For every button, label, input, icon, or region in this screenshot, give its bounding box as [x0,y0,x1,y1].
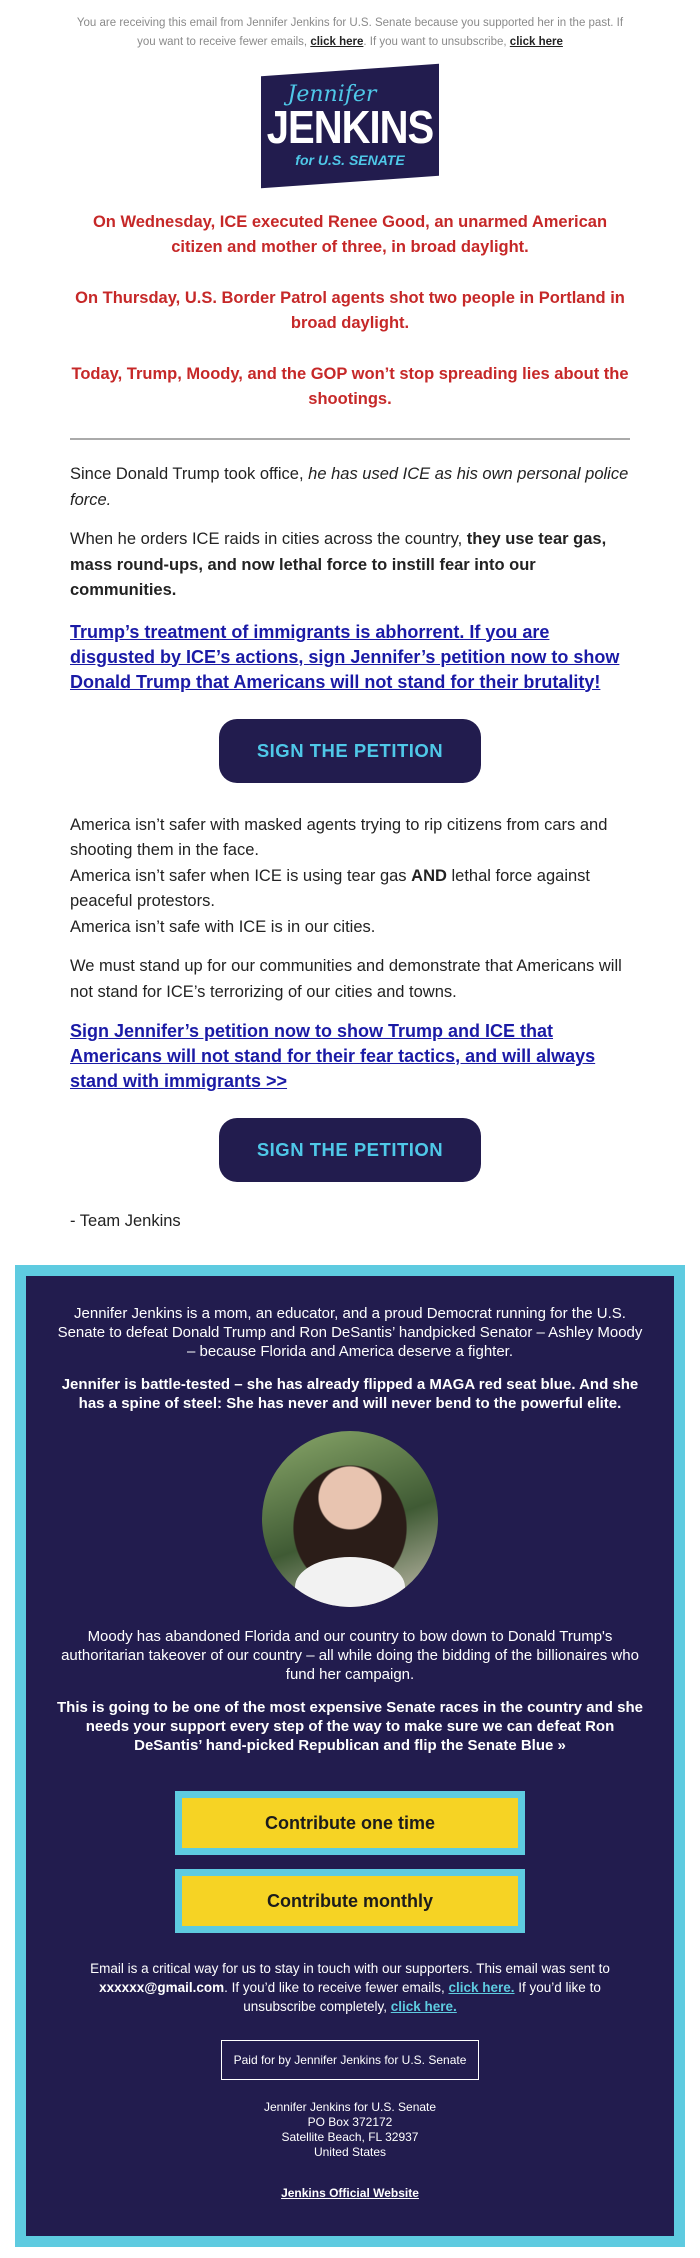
divider [70,438,630,440]
candidate-portrait [262,1431,438,1607]
paragraph-bold: AND [411,866,447,885]
address-line: United States [313,2145,387,2159]
campaign-logo [261,64,439,188]
footer-cta-text: This is going to be one of the most expensive Senate races in the country and she needs your support every step of the way to make sure we can defeat Ron DeSantis’ hand-picked Republican and flip the Senate Blue » [57,1699,643,1754]
footer-intro: Jennifer Jenkins is a mom, an educator, and a proud Democrat running for the U.S. Senate to defeat Donald Trump and Ron DeSantis’ handpicked Senator – Ashley Moody – because Florida and America deserve a fighter. [57,1305,643,1360]
logo-first-name: Jennifer [287,82,377,107]
contribute-one-time-button[interactable]: Contribute one time [175,1791,525,1855]
official-website-link[interactable]: Jenkins Official Website [281,2186,419,2200]
footer-unsubscribe-link[interactable]: click here. [390,1999,457,2014]
email-body-continued [0,813,700,1095]
paragraph [70,462,630,513]
footer-fewer-emails-link[interactable]: click here. [448,1980,515,1995]
fewer-emails-link[interactable]: click here [310,36,364,48]
paragraph-line: lethal force against peaceful protestors. [70,866,590,910]
logo-container [0,70,700,182]
paragraph-line: America isn’t safe with ICE is in our cities. [70,917,376,936]
paid-for-disclaimer: Paid for by Jennifer Jenkins for U.S. Senate [221,2040,480,2080]
address-line: Satellite Beach, FL 32937 [281,2130,419,2144]
paragraph-bold: they use tear gas, mass round-ups, and now lethal force to instill fear into our communities. [70,530,607,599]
address-line: PO Box 372172 [307,2115,393,2129]
mailing-address [56,2100,644,2160]
paragraph-text: When he orders ICE raids in cities across the country, [70,530,467,548]
alert-line: On Wednesday, ICE executed Renee Good, an unarmed American citizen and mother of three, in broad daylight. [92,213,608,256]
recipient-email: xxxxxx@gmail.com [99,1980,225,1995]
signoff: - Team Jenkins [70,1212,181,1230]
contribute-monthly-button[interactable]: Contribute monthly [175,1869,525,1933]
email-body [0,462,700,695]
address-line: Jennifer Jenkins for U.S. Senate [263,2100,437,2114]
logo-subtitle: for U.S. SENATE [295,152,405,168]
footer-moody-text: Moody has abandoned Florida and our country to bow down to Donald Trump's authoritarian takeover of our country – all while doing the bidding of the billionaires who fund her campaign. [61,1628,639,1683]
alert-line: Today, Trump, Moody, and the GOP won’t stop spreading lies about the shootings. [71,365,629,408]
legal-text: Email is a critical way for us to stay in touch with our supporters. This email was sent to [90,1961,610,1976]
petition-link-2[interactable]: Sign Jennifer’s petition now to show Trump and ICE that Americans will not stand for their fear tactics, and will always stand with immigrants >> [70,1021,596,1091]
logo-last-name: JENKINS [266,102,434,154]
preheader [0,0,700,52]
preheader-text-middle: . If you want to unsubscribe, [363,36,510,48]
sign-petition-button-1[interactable]: SIGN THE PETITION [219,719,481,783]
footer-bold-statement: Jennifer is battle-tested – she has already flipped a MAGA red seat blue. And she has a spine of steel: She has never and will never bend to the powerful elite. [61,1376,639,1412]
paragraph-text: Since Donald Trump took office, [70,465,309,483]
alert-section [0,210,700,412]
footer-legal [56,1959,644,2016]
footer-panel [26,1276,674,2236]
footer [15,1265,685,2247]
legal-text: If you’d like to unsubscribe completely, [243,1980,601,2014]
paragraph-emphasis: he has used ICE as his own personal police force. [70,465,629,509]
petition-link-1[interactable]: Trump’s treatment of immigrants is abhorrent. If you are disgusted by ICE’s actions, sign Jennifer’s petition now to show Donald Trump that Americans will not stand for their brutality! [70,621,620,692]
alert-line: On Thursday, U.S. Border Patrol agents shot two people in Portland in broad daylight. [75,289,625,332]
paragraph [70,527,630,604]
paragraph-line: America isn’t safer when ICE is using tear gas [70,866,412,885]
paragraph-line: America isn’t safer with masked agents trying to rip citizens from cars and shooting them in the face. [70,815,608,859]
sign-petition-button-2[interactable]: SIGN THE PETITION [219,1118,481,1182]
unsubscribe-link[interactable]: click here [509,36,563,48]
preheader-text: You are receiving this email from Jennifer Jenkins for U.S. Senate because you supported her in the past. If you want to receive fewer emails, [76,17,624,48]
paragraph [70,813,630,941]
legal-text: . If you’d like to receive fewer emails, [224,1980,449,1995]
paragraph: We must stand up for our communities and demonstrate that Americans will not stand for ICE’s terrorizing of our cities and towns. [70,957,622,1001]
